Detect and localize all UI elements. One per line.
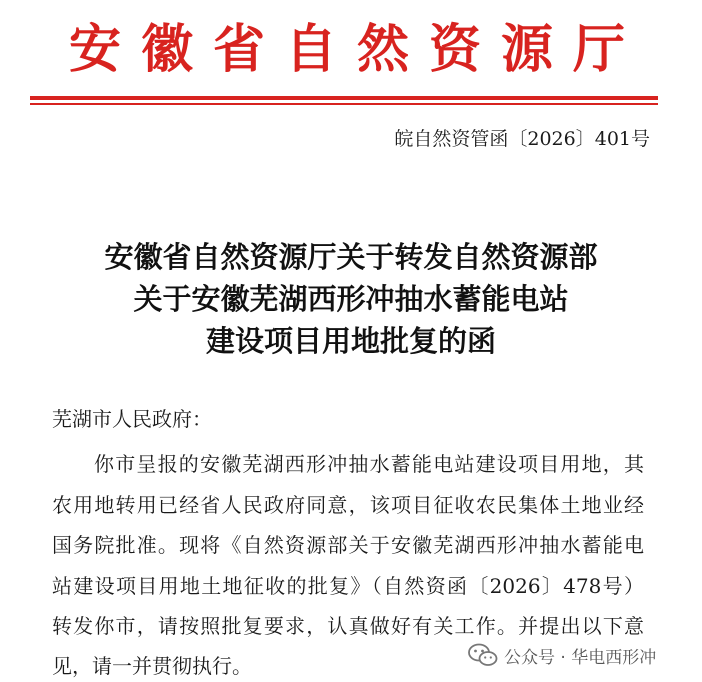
watermark-text: 公众号 · 华电西形冲	[504, 647, 657, 668]
body-line-1: 你市呈报的安徽芜湖西形冲抽水蓄能电站建设项目用地，其	[94, 452, 644, 476]
wechat-watermark	[468, 640, 656, 670]
body-line-3: 国务院批准。现将《自然资源部关于安徽芜湖西形冲抽水蓄能电	[52, 533, 644, 557]
body-line-6: 见，请一并贯彻执行。	[52, 654, 252, 678]
title-line-2: 关于安徽芜湖西形冲抽水蓄能电站	[133, 282, 569, 316]
masthead-red-rule-thick	[30, 96, 658, 100]
title-line-3: 建设项目用地批复的函	[205, 324, 496, 358]
body-line-2: 农用地转用已经省人民政府同意，该项目征收农民集体土地业经	[52, 493, 644, 517]
addressee: 芜湖市人民政府：	[52, 407, 212, 431]
body-line-4: 站建设项目用地土地征收的批复》（自然资函〔2026〕478号）	[52, 574, 644, 598]
body-line-5: 转发你市，请按照批复要求，认真做好有关工作。并提出以下意	[52, 614, 644, 638]
document-number: 皖自然资管函〔2026〕401号	[394, 128, 650, 150]
document-title	[0, 236, 702, 362]
masthead	[0, 20, 702, 80]
masthead-red-rule-thin	[30, 103, 658, 105]
wechat-icon	[468, 643, 498, 667]
title-line-1: 安徽省自然资源厅关于转发自然资源部	[104, 240, 598, 274]
masthead-agency-title: 安徽省自然资源厅	[68, 19, 645, 80]
